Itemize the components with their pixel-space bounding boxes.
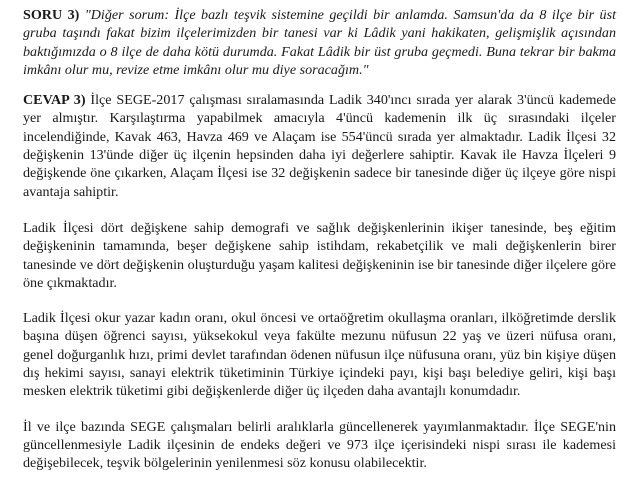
question-label: SORU 3): [23, 7, 80, 23]
question-text: "Diğer sorum: İlçe bazlı teşvik sistemine geçildi bir anlamda. Samsun'da da 8 ilçe bir üst gruba taşındı fakat bizim ilçelerimizden bir tanesi var ki Lâdik yani hakikaten, gelişmişlik açısından baktığımızda o 8 ilçe de daha kötü durumda. Fakat Lâdik bir üst gruba geçmedi. Buna tekrar bir bakma imkânı olur mu, revize etme imkânı olur mu diye soracağım.": [23, 7, 616, 78]
body-paragraph-2: Ladik İlçesi okur yazar kadın oranı, okul öncesi ve ortaöğretim okullaşma oranları, ilköğretimde derslik başına düşen öğrenci sayısı, yüksekokul veya fakülte mezunu nüfusun 22 yaş ve üzeri nüfusa oranı, genel doğurganlık hızı, primi devlet tarafından ödenen nüfusun ilçe nüfusuna oranı, yüz bin kişiye düşen dış hekimi sayısı, sanayi elektrik tüketiminin Türkiye içindeki payı, kişi başı belediye geliri, kişi başı mesken elektrik tüketimi gibi değişkenlerde diğer üç ilçeden daha avantajlı konumdadır.: [23, 310, 616, 400]
body-paragraph-1: Ladik İlçesi dört değişkene sahip demografi ve sağlık değişkenlerinin ikişer tanesinde, beş eğitim değişkeninin tamamında, beşer değişkene sahip istihdam, rekabetçilik ve mali değişkenlerin birer tanesinde ve dört değişkenin oluşturduğu yaşam kalitesi değişkeninin ise bir tanesinde diğer ilçelere göre öne çıkmaktadır.: [23, 219, 616, 291]
question-paragraph: [23, 6, 616, 79]
answer-paragraph: [23, 91, 616, 201]
answer-text: İlçe SEGE-2017 çalışması sıralamasında Ladik 340'ıncı sırada yer alarak 3'üncü kademede yer almıştır. Karşılaştırma yapabilmek amacıyla 4'üncü kademenin ilk üç sırasındaki ilçeler incelendiğinde, Kavak 463, Havza 469 ve Alaçam ise 554'üncü sırada yer almaktadır. Ladik İlçesi 32 değişkenin 13'ünde diğer üç ilçenin hepsinden daha iyi değerlere sahiptir. Kavak ile Havza İlçeleri 9 değişkende öne çıkarken, Alaçam İlçesi ise 32 değişkenin sadece bir tanesinde diğer üç ilçeye göre nispi avantaja sahiptir.: [23, 92, 616, 200]
body-paragraph-3: İl ve ilçe bazında SEGE çalışmaları belirli aralıklarla güncellenerek yayımlanmaktadır. İlçe SEGE'nin güncellenmesiyle Ladik ilçesinin de endeks değeri ve 973 ilçe içerisindeki nispi sırası ile kademesi değişebilecek, teşvik bölgelerinin yenilenmesi söz konusu olabilecektir.: [23, 418, 616, 472]
answer-label: CEVAP 3): [23, 92, 86, 109]
